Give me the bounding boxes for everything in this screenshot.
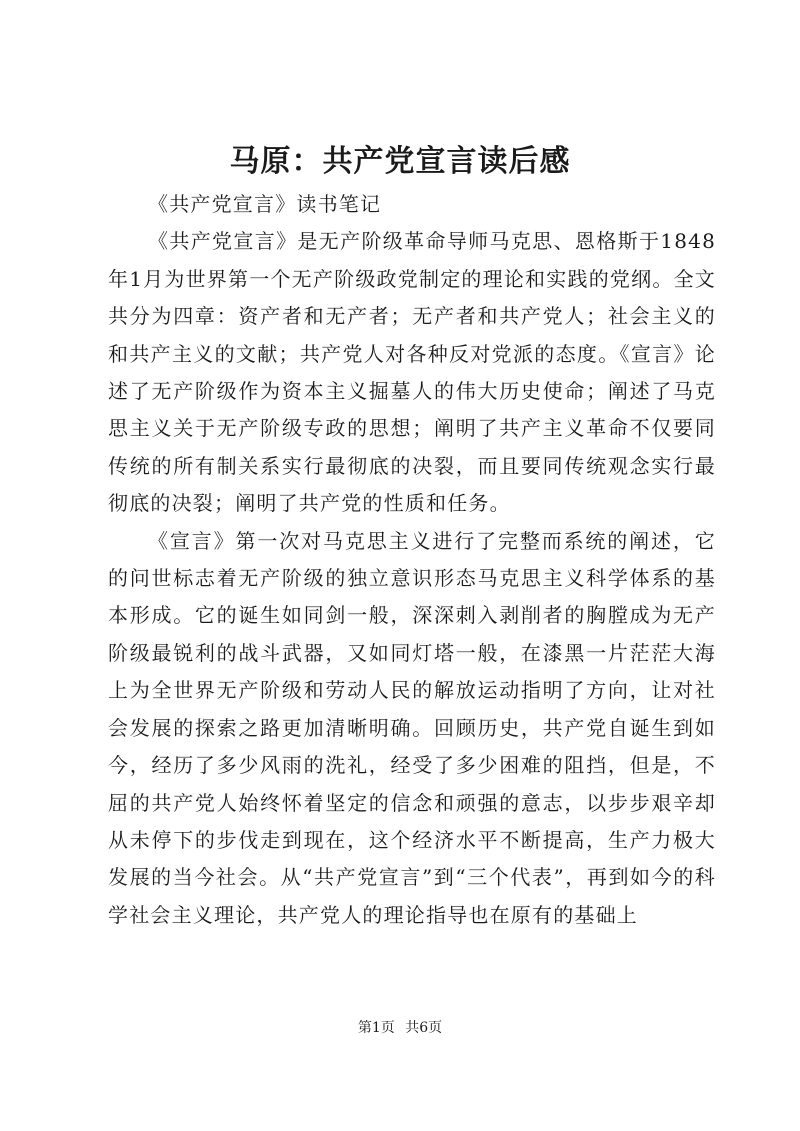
subtitle-paragraph: 《共产党宣言》读书笔记 <box>148 192 382 216</box>
body-paragraph: 《共产党宣言》是无产阶级革命导师马克思、恩格斯于1848年1月为世界第一个无产阶级政党制定的理论和实践的党纲。全文共分为四章：资产者和无产者；无产者和共产党人；社会主义的和共产主义的文献；共产党人对各种反对党派的态度。《宣言》论述了无产阶级作为资本主义掘墓人的伟大历史使命；阐述了马克思主义关于无产阶级专政的思想；阐明了共产主义革命不仅要同传统的所有制关系实行最彻底的决裂，而且要同传统观念实行最彻底的决裂；阐明了共产党的性质和任务。 <box>108 229 716 516</box>
document-body <box>108 186 716 934</box>
body-paragraph: 《宣言》第一次对马克思主义进行了完整而系统的阐述，它的问世标志着无产阶级的独立意识形态马克思主义科学体系的基本形成。它的诞生如同剑一般，深深刺入剥削者的胸膛成为无产阶级最锐利的战斗武器，又如同灯塔一般，在漆黑一片茫茫大海上为全世界无产阶级和劳动人民的解放运动指明了方向，让对社会发展的探索之路更加清晰明确。回顾历史，共产党自诞生到如今，经历了多少风雨的洗礼，经受了多少困难的阻挡，但是，不屈的共产党人始终怀着坚定的信念和顽强的意志，以步步艰辛却从未停下的步伐走到现在，这个经济水平不断提高，生产力极大发展的当今社会。从“共产党宣言”到“三个代表”，再到如今的科学社会主义理论，共产党人的理论指导也在原有的基础上 <box>108 528 716 927</box>
page-number: 第1页 <box>357 1020 395 1036</box>
page-total: 共6页 <box>405 1020 443 1036</box>
document-title: 马原：共产党宣言读后感 <box>229 144 571 179</box>
page-footer <box>0 1018 800 1038</box>
